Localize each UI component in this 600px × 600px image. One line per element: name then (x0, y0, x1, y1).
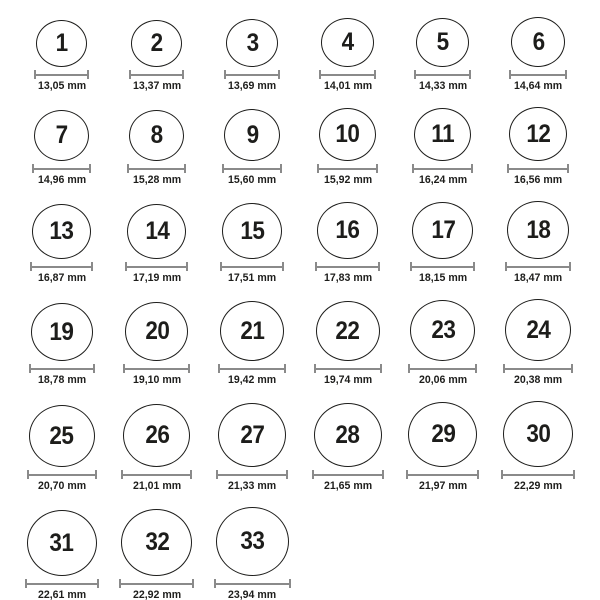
diameter-ruler (34, 70, 89, 79)
ring-circle (129, 110, 184, 161)
ring-size-item (395, 18, 490, 92)
ring-circle (131, 20, 182, 67)
diameter-label: 19,42 mm (228, 374, 277, 386)
ring-size-number: 9 (246, 120, 259, 149)
ring-size-number: 29 (430, 420, 456, 448)
ring-size-item (300, 301, 395, 386)
ring-circle (410, 300, 475, 361)
ring-size-number: 6 (532, 27, 545, 56)
ruler-line (29, 474, 95, 476)
ring-size-item (491, 17, 586, 92)
ring-circle (127, 204, 186, 259)
ring-size-item (300, 18, 395, 92)
diameter-label: 23,94 mm (228, 589, 277, 600)
ring-size-item (395, 300, 490, 386)
ring-size-item (14, 110, 109, 186)
ruler-right-tick (376, 164, 378, 173)
ring-circle (226, 19, 278, 67)
diameter-ruler (505, 262, 571, 271)
diameter-ruler (410, 262, 475, 271)
ring-size-item (300, 403, 395, 492)
diameter-label: 17,51 mm (228, 272, 277, 284)
ruler-right-tick (469, 70, 471, 79)
ruler-line (131, 74, 182, 76)
ring-size-number: 28 (335, 420, 360, 449)
chart-row (14, 201, 586, 284)
ring-circle (511, 17, 565, 67)
diameter-label: 18,78 mm (37, 374, 86, 386)
ring-size-item (491, 201, 586, 284)
ring-size-number: 27 (240, 420, 265, 449)
ring-size-number: 31 (49, 528, 74, 557)
ruler-line (218, 474, 286, 476)
ring-circle (319, 108, 376, 161)
diameter-ruler (314, 364, 382, 373)
ruler-line (224, 168, 280, 170)
ruler-line (321, 74, 374, 76)
ring-size-number: 21 (240, 316, 265, 345)
diameter-label: 21,01 mm (132, 480, 182, 492)
diameter-ruler (27, 470, 97, 479)
diameter-ruler (319, 70, 376, 79)
ring-size-number: 26 (144, 421, 170, 449)
diameter-label: 21,65 mm (323, 480, 372, 492)
ring-size-number: 17 (430, 216, 456, 244)
ring-circle (416, 18, 469, 67)
ring-circle (220, 301, 284, 361)
ruler-right-tick (188, 364, 190, 373)
ring-circle (509, 107, 567, 161)
ring-size-item (14, 405, 109, 492)
diameter-label: 14,33 mm (418, 80, 468, 92)
ring-size-number: 11 (431, 120, 455, 148)
ring-circle (414, 108, 471, 161)
ruler-right-tick (573, 470, 575, 479)
diameter-label: 13,37 mm (132, 80, 182, 92)
ring-size-item (300, 108, 395, 186)
diameter-ruler (123, 364, 190, 373)
chart-row (14, 507, 586, 600)
ring-size-item (205, 507, 300, 600)
ring-circle (34, 110, 89, 161)
ruler-right-tick (473, 262, 475, 271)
ruler-line (509, 168, 567, 170)
diameter-ruler (218, 364, 286, 373)
diameter-label: 14,64 mm (514, 80, 563, 92)
ring-size-number: 24 (526, 315, 551, 344)
diameter-ruler (509, 70, 567, 79)
ring-size-item (14, 204, 109, 284)
diameter-label: 16,87 mm (37, 272, 86, 284)
diameter-label: 19,74 mm (323, 374, 372, 386)
ring-circle (121, 509, 192, 576)
ring-size-number: 32 (144, 528, 170, 556)
ring-circle (125, 302, 188, 361)
ruler-right-tick (565, 70, 567, 79)
diameter-label: 17,19 mm (132, 272, 182, 284)
ring-size-number: 25 (49, 421, 74, 450)
diameter-label: 15,60 mm (228, 174, 277, 186)
ruler-line (216, 583, 289, 585)
ring-size-item (491, 401, 586, 492)
ring-size-number: 4 (341, 28, 354, 56)
ring-size-item (491, 107, 586, 186)
diameter-ruler (406, 470, 479, 479)
ruler-right-tick (569, 262, 571, 271)
ring-size-item (205, 203, 300, 284)
ruler-right-tick (286, 470, 288, 479)
diameter-ruler (224, 70, 280, 79)
ring-circle (507, 201, 569, 259)
ruler-right-tick (282, 262, 284, 271)
diameter-ruler (214, 579, 291, 588)
chart-row (14, 17, 586, 92)
ring-circle (316, 301, 380, 361)
ring-circle (314, 403, 382, 467)
ring-circle (321, 18, 374, 67)
diameter-ruler (501, 470, 575, 479)
diameter-ruler (121, 470, 192, 479)
diameter-label: 20,38 mm (514, 374, 563, 386)
ring-size-number: 19 (49, 317, 74, 346)
ring-size-item (109, 404, 204, 492)
diameter-ruler (507, 164, 569, 173)
ruler-line (414, 168, 471, 170)
ruler-line (222, 266, 282, 268)
diameter-label: 21,33 mm (228, 480, 277, 492)
diameter-label: 18,47 mm (514, 272, 563, 284)
ring-size-item (205, 19, 300, 92)
diameter-label: 20,70 mm (37, 480, 86, 492)
diameter-label: 18,15 mm (418, 272, 468, 284)
ring-circle (222, 203, 282, 259)
ruler-line (27, 583, 97, 585)
ruler-line (314, 474, 382, 476)
ruler-right-tick (190, 470, 192, 479)
ring-size-item (491, 299, 586, 386)
diameter-label: 21,97 mm (418, 480, 468, 492)
ring-size-number: 33 (240, 527, 265, 555)
diameter-ruler (408, 364, 477, 373)
ring-size-number: 14 (144, 217, 170, 245)
ruler-line (319, 168, 376, 170)
ring-circle (412, 202, 473, 259)
ring-size-item (109, 509, 204, 600)
diameter-ruler (127, 164, 186, 173)
ruler-line (31, 368, 93, 370)
ring-size-number: 8 (150, 121, 164, 149)
ruler-line (317, 266, 378, 268)
ruler-right-tick (380, 364, 382, 373)
ring-circle (408, 402, 477, 467)
diameter-label: 20,06 mm (418, 374, 468, 386)
ring-size-number: 12 (526, 119, 551, 148)
ruler-line (125, 368, 188, 370)
ruler-right-tick (97, 579, 99, 588)
diameter-ruler (220, 262, 284, 271)
diameter-label: 16,24 mm (418, 174, 468, 186)
diameter-label: 17,83 mm (323, 272, 372, 284)
diameter-ruler (129, 70, 184, 79)
diameter-label: 13,05 mm (37, 80, 86, 92)
ruler-line (511, 74, 565, 76)
ruler-right-tick (567, 164, 569, 173)
ring-size-item (109, 302, 204, 386)
ruler-line (127, 266, 186, 268)
ruler-right-tick (378, 262, 380, 271)
ring-circle (36, 20, 87, 67)
ring-circle (503, 401, 573, 467)
ruler-right-tick (182, 70, 184, 79)
diameter-ruler (25, 579, 99, 588)
ring-size-number: 15 (240, 216, 265, 245)
diameter-ruler (125, 262, 188, 271)
ruler-right-tick (192, 579, 194, 588)
ruler-right-tick (278, 70, 280, 79)
ring-size-item (14, 20, 109, 92)
ruler-right-tick (284, 364, 286, 373)
ring-circle (317, 202, 378, 259)
ruler-line (505, 368, 571, 370)
ring-size-item (14, 303, 109, 386)
diameter-ruler (315, 262, 380, 271)
chart-row (14, 401, 586, 492)
ring-circle (218, 403, 286, 467)
ruler-line (316, 368, 380, 370)
ring-size-item (109, 20, 204, 92)
ruler-right-tick (289, 579, 291, 588)
ring-size-item (300, 202, 395, 284)
diameter-label: 15,92 mm (323, 174, 372, 186)
diameter-ruler (32, 164, 91, 173)
ruler-right-tick (87, 70, 89, 79)
ruler-right-tick (95, 470, 97, 479)
ring-size-number: 2 (150, 29, 164, 57)
ring-circle (123, 404, 190, 467)
diameter-label: 22,61 mm (37, 589, 86, 600)
diameter-label: 13,69 mm (228, 80, 277, 92)
diameter-ruler (216, 470, 288, 479)
ruler-line (129, 168, 184, 170)
ruler-line (36, 74, 87, 76)
ring-size-number: 22 (335, 316, 360, 345)
diameter-ruler (312, 470, 384, 479)
ring-circle (505, 299, 571, 361)
diameter-ruler (119, 579, 194, 588)
ruler-right-tick (471, 164, 473, 173)
ring-size-number: 13 (49, 217, 74, 245)
ruler-right-tick (475, 364, 477, 373)
ring-circle (27, 510, 97, 576)
ruler-right-tick (91, 262, 93, 271)
ruler-line (121, 583, 192, 585)
ruler-line (32, 266, 91, 268)
ring-size-number: 16 (335, 216, 360, 244)
ruler-line (503, 474, 573, 476)
ring-size-item (395, 108, 490, 186)
ruler-line (410, 368, 475, 370)
ruler-line (226, 74, 278, 76)
ruler-line (408, 474, 477, 476)
ring-size-item (205, 109, 300, 186)
ring-size-item (205, 301, 300, 386)
ruler-line (412, 266, 473, 268)
diameter-label: 19,10 mm (132, 374, 182, 386)
diameter-label: 14,96 mm (37, 174, 86, 186)
diameter-label: 22,29 mm (514, 480, 563, 492)
ring-size-number: 3 (246, 28, 259, 57)
ring-size-item (395, 402, 490, 492)
ring-size-number: 18 (526, 215, 551, 244)
diameter-label: 16,56 mm (514, 174, 563, 186)
ruler-right-tick (382, 470, 384, 479)
ruler-right-tick (280, 164, 282, 173)
ruler-right-tick (184, 164, 186, 173)
ruler-line (416, 74, 469, 76)
ruler-line (507, 266, 569, 268)
ruler-right-tick (477, 470, 479, 479)
ruler-line (220, 368, 284, 370)
ring-size-number: 30 (526, 419, 551, 448)
ring-size-number: 5 (436, 28, 450, 56)
ruler-right-tick (186, 262, 188, 271)
ring-circle (31, 303, 93, 361)
diameter-ruler (317, 164, 378, 173)
ring-circle (32, 204, 91, 259)
diameter-ruler (29, 364, 95, 373)
ruler-line (34, 168, 89, 170)
diameter-ruler (222, 164, 282, 173)
chart-row (14, 107, 586, 186)
ring-size-number: 23 (430, 316, 456, 344)
ruler-right-tick (89, 164, 91, 173)
ring-size-number: 7 (55, 121, 68, 149)
diameter-label: 15,28 mm (132, 174, 182, 186)
ring-size-number: 10 (335, 120, 360, 148)
ruler-right-tick (571, 364, 573, 373)
ring-size-number: 1 (55, 29, 68, 57)
diameter-ruler (503, 364, 573, 373)
ring-size-number: 20 (144, 317, 170, 345)
ring-circle (29, 405, 95, 467)
ring-size-item (395, 202, 490, 284)
diameter-ruler (412, 164, 473, 173)
ring-size-item (205, 403, 300, 492)
chart-row (14, 299, 586, 386)
diameter-label: 22,92 mm (132, 589, 182, 600)
ring-circle (224, 109, 280, 161)
ruler-right-tick (374, 70, 376, 79)
ruler-right-tick (93, 364, 95, 373)
diameter-ruler (414, 70, 471, 79)
diameter-ruler (30, 262, 93, 271)
ring-size-item (109, 204, 204, 284)
ring-size-item (109, 110, 204, 186)
ruler-line (123, 474, 190, 476)
ring-circle (216, 507, 289, 576)
ring-size-item (14, 510, 109, 600)
diameter-label: 14,01 mm (323, 80, 372, 92)
